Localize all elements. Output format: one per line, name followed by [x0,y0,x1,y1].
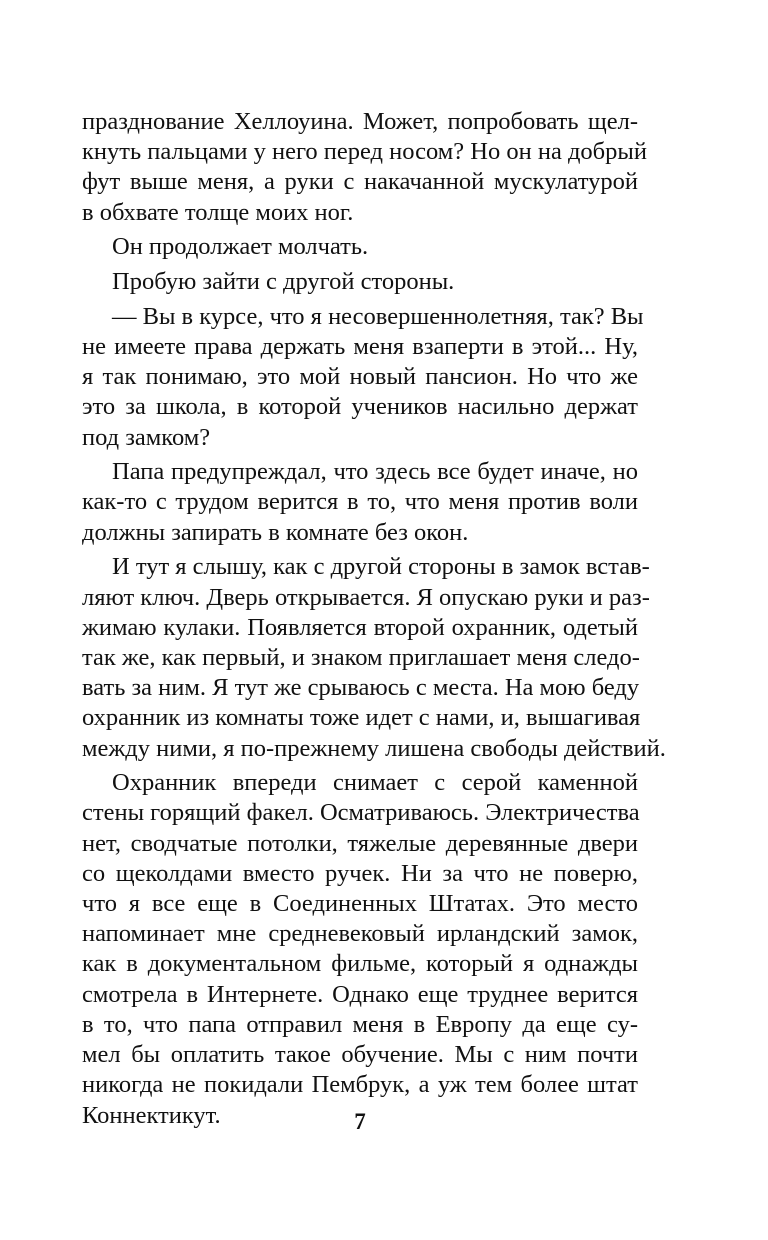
paragraph [82,267,638,297]
text-line: жимаю кулаки. Появляется второй охранник, одетый [82,613,638,641]
text-line: не имеете права держать меня взаперти в этой... Ну, [82,332,638,360]
text-line: напоминает мне средневековый ирландский замок, [82,920,638,948]
text-line: между ними, я по-прежнему лишена свободы действий. [82,734,666,762]
text-line: как в документальном фильме, который я однажды [82,950,638,978]
text-line: мел бы оплатить такое обучение. Мы с ним почти [82,1041,638,1069]
text-line: со щеколдами вместо ручек. Ни за что не поверю, [82,859,638,887]
text-line: охранник из комнаты тоже идет с нами, и, вышагивая [82,704,641,732]
text-line: кнуть пальцами у него перед носом? Но он на добрый [82,138,647,166]
paragraph [82,552,666,763]
text-line: должны запирать в комнате без окон. [82,518,469,546]
text-line: в то, что папа отправил меня в Европу да еще су- [82,1010,638,1038]
text-line: Папа предупреждал, что здесь все будет иначе, но [112,458,638,486]
text-line: нет, сводчатые потолки, тяжелые деревянные двери [82,829,638,857]
text-line: Пробую зайти с другой стороны. [112,268,455,296]
text-line: как-то с трудом верится в то, что меня против воли [82,488,638,516]
paragraph [82,232,638,262]
text-line: празднование Хеллоуина. Может, попробовать щел- [82,108,638,135]
body-text [82,107,666,1135]
text-line: что я все еще в Соединенных Штатах. Это место [82,890,638,918]
paragraph [82,302,644,453]
text-line: так же, как первый, и знаком приглашает меня следо- [82,643,640,671]
text-line: вать за ним. Я тут же срываюсь с места. На мою беду [82,674,640,702]
text-line: смотрела в Интернете. Однако еще труднее верится [82,980,638,1008]
text-line: никогда не покидали Пембрук, а уж тем более штат [82,1071,638,1099]
text-line: в обхвате толще моих ног. [82,198,354,226]
text-line: стены горящий факел. Осматриваюсь. Электричества [82,799,640,827]
paragraph [82,457,638,548]
paragraph [82,107,647,228]
text-line: это за школа, в которой учеников насильно держат [82,393,638,421]
text-line: Охранник впереди снимает с серой каменной [112,769,638,797]
page-number: 7 [354,1109,366,1134]
text-line: под замком? [82,423,211,451]
paragraph [82,768,638,1130]
text-line: — Вы в курсе, что я несовершеннолетняя, так? Вы [112,302,644,330]
text-line: И тут я слышу, как с другой стороны в замок встав- [112,553,650,581]
text-line: я так понимаю, это мой новый пансион. Но что же [82,363,638,391]
text-line: ляют ключ. Дверь открывается. Я опускаю руки и раз- [82,583,650,611]
text-line: Коннектикут. [82,1101,221,1129]
text-line: фут выше меня, а руки с накачанной мускулатурой [82,168,638,196]
text-line: Он продолжает молчать. [112,233,369,261]
